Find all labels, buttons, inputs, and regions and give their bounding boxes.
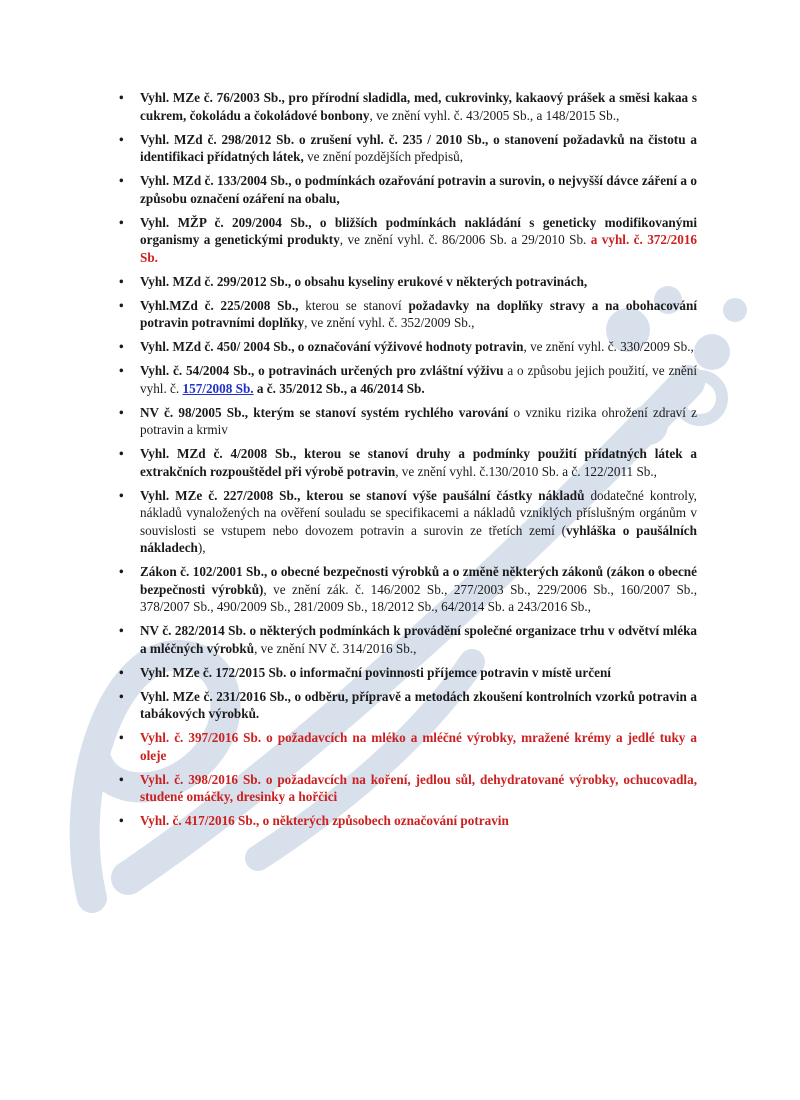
text-segment: požadavky na doplňky stravy a na obohacování potravin potravními doplňky (140, 297, 697, 330)
bullet-marker: • (119, 339, 124, 354)
text-segment: NV č. 282/2014 Sb. o některých podmínkách k provádění společné organizace trhu v odvětví mléka a mléčných výrobků (140, 623, 697, 656)
list-item (118, 622, 697, 657)
bullet-marker: • (119, 564, 124, 579)
text-segment: , ve znění vyhl. č. 352/2009 Sb., (304, 315, 475, 330)
bullet-marker: • (119, 173, 124, 188)
bullet-marker: • (119, 404, 124, 420)
list-item (118, 688, 697, 723)
list-item (118, 214, 697, 267)
text-segment: Vyhl. MZe č. 172/2015 Sb. o informační povinnosti příjemce potravin v místě určení (140, 664, 611, 680)
list-item (118, 812, 697, 830)
text-segment: , ve znění vyhl. č.130/2010 Sb. a č. 122/2011 Sb., (395, 463, 657, 479)
text-segment: a vyhl. č. 372/2016 Sb. (140, 232, 698, 265)
text-segment: Vyhl. MZe č. 227/2008 Sb., kterou se stanoví výše paušální částky nákladů (140, 487, 591, 503)
list-item (118, 404, 697, 439)
text-segment: , ve znění vyhl. č. 330/2009 Sb., (523, 339, 694, 354)
list-item (118, 487, 697, 557)
text-segment: Vyhl. MŽP č. 209/2004 Sb., o bližších podmínkách nakládání s geneticky modifikovanými organismy a genetickými produkty (140, 214, 697, 247)
text-segment: Vyhl. č. 54/2004 Sb., o potravinách určených pro zvláštní výživu (140, 363, 508, 378)
bullet-marker: • (119, 214, 124, 230)
text-segment: o vzniku rizika ohrožení zdraví z potravin a krmiv (140, 404, 697, 437)
list-item (118, 771, 697, 806)
list-item (118, 273, 697, 291)
list-item (118, 563, 697, 616)
text-segment: Vyhl. č. 417/2016 Sb., o některých způsobech označování potravin (140, 813, 509, 828)
bullet-marker: • (119, 487, 124, 503)
text-segment: Vyhl.MZd č. 225/2008 Sb., (140, 297, 306, 313)
bullet-marker: • (119, 297, 124, 313)
text-segment: Vyhl. MZd č. 133/2004 Sb., o podmínkách ozařování potravin a surovin, o nejvyšší dávce záření a o způsobu označení ozáření na obalu, (140, 173, 697, 206)
text-segment: a o způsobu jejich použití, ve znění vyhl. č. (140, 363, 698, 396)
list-item (118, 297, 697, 332)
list-item (118, 172, 697, 207)
text-segment: ve znění pozdějších předpisů, (303, 149, 464, 164)
bullet-marker: • (119, 446, 124, 461)
list-item (118, 729, 697, 764)
text-segment: Vyhl. MZd č. 4/2008 Sb., kterou se stanoví druhy a podmínky použití přídatných látek a extrakčních rozpouštědel při výrobě potravin (140, 446, 697, 479)
text-segment: Vyhl. MZd č. 299/2012 Sb., o obsahu kyseliny erukové v některých potravinách, (140, 273, 588, 289)
text-segment: Vyhl. MZe č. 76/2003 Sb., pro přírodní sladidla, med, cukrovinky, kakaový prášek a směsi kakaa s cukrem, čokoládu a čokoládové bonbony (140, 90, 697, 123)
regulation-list (118, 89, 697, 836)
text-segment: Vyhl. MZd č. 298/2012 Sb. o zrušení vyhl. č. 235 / 2010 Sb., o stanovení požadavků na čistotu a identifikaci přídatných látek, (140, 131, 697, 164)
text-segment: , ve znění zák. č. 146/2002 Sb., 277/2003 Sb., 229/2006 Sb., 160/2007 Sb., 378/2007 Sb., 490/2009 Sb., 281/2009 Sb., 18/2012 Sb., 64/2014 Sb. a 243/2016 Sb., (140, 581, 697, 614)
bullet-marker: • (119, 813, 124, 828)
law-link[interactable]: 157/2008 Sb. (182, 380, 254, 396)
text-segment: Vyhl. MZe č. 231/2016 Sb., o odběru, přípravě a metodách zkoušení kontrolních vzorků potravin a tabákových výrobků. (140, 688, 697, 721)
text-segment: Vyhl. MZd č. 450/ 2004 Sb., o označování výživové hodnoty potravin (140, 339, 524, 354)
bullet-marker: • (119, 771, 124, 787)
list-item (118, 338, 697, 356)
list-item (118, 445, 697, 480)
bullet-marker: • (119, 90, 124, 105)
text-segment: dodatečné kontroly, nákladů vynaložených na ověření souladu se specifikacemi a nákladů vzniklých příslušným orgánům v souvislosti se vstupem nebo dovozem potravin a surovin ze třetích zemí ( (140, 487, 697, 538)
bullet-marker: • (119, 363, 124, 378)
text-segment: , ve znění vyhl. č. 86/2006 Sb. a 29/2010 Sb. (339, 232, 591, 247)
text-segment: NV č. 98/2005 Sb., kterým se stanoví systém rychlého varování (140, 404, 514, 420)
text-segment: Zákon č. 102/2001 Sb., o obecné bezpečnosti výrobků a o změně některých zákonů (zákon o obecné bezpečnosti výrobků) (140, 564, 697, 597)
text-segment: , ve znění vyhl. č. 43/2005 Sb., a 148/2015 Sb., (369, 107, 620, 123)
bullet-marker: • (119, 664, 124, 680)
text-segment: kterou se stanoví (305, 297, 409, 313)
text-segment: vyhláška o paušálních nákladech (140, 522, 697, 555)
list-item (118, 362, 697, 397)
text-segment: , ve znění NV č. 314/2016 Sb., (254, 640, 417, 656)
bullet-marker: • (119, 623, 124, 638)
text-segment: Vyhl. č. 398/2016 Sb. o požadavcích na koření, jedlou sůl, dehydratované výrobky, ochucovadla, studené omáčky, dresinky a hořčici (140, 771, 697, 804)
list-item (118, 664, 697, 682)
bullet-marker: • (119, 131, 124, 147)
list-item (118, 131, 697, 166)
bullet-marker: • (119, 730, 124, 745)
bullet-marker: • (119, 273, 124, 289)
bullet-marker: • (119, 688, 124, 704)
list-item (118, 89, 697, 124)
text-segment: ), (197, 540, 206, 555)
text-segment: Vyhl. č. 397/2016 Sb. o požadavcích na mléko a mléčné výrobky, mražené krémy a jedlé tuky a oleje (140, 730, 697, 763)
text-segment: a č. 35/2012 Sb., a 46/2014 Sb. (253, 380, 425, 396)
